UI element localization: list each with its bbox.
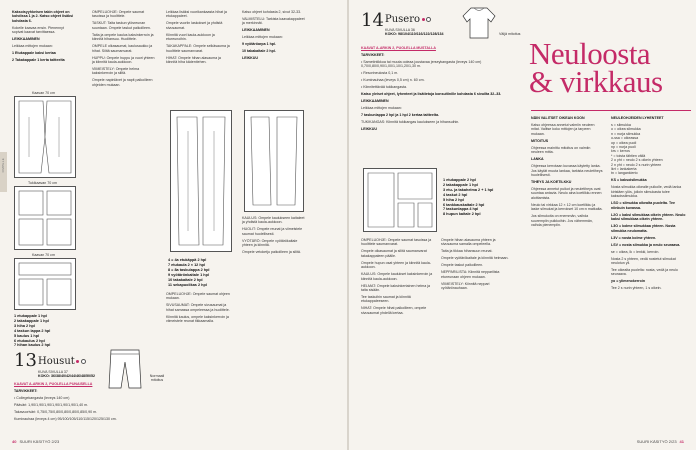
text-block: Katso ohjeessa annetut valmiin neuleen mitat. Valitse koko mittojen ja tarpeen mukaan. bbox=[531, 123, 595, 136]
piece-item: 4 taskut 2 hpl bbox=[443, 192, 468, 197]
fit-caption: Normaali mitoitus bbox=[149, 374, 165, 383]
pattern-diagram-waist bbox=[244, 110, 304, 212]
text-block: Ompele hupun osat yhteen ja kiinnitä kaula-aukkoon. bbox=[361, 260, 431, 270]
text-block: • Kuminauhaa (leveys 0,5 cm) n. 60 cm. bbox=[361, 78, 425, 83]
section-heading: KS = kaksoisilmukka bbox=[611, 178, 647, 183]
colour-dot bbox=[76, 360, 79, 363]
fit-caption: Väljä mitoitus bbox=[499, 32, 521, 36]
product-title: Pusero bbox=[385, 14, 431, 25]
text-block: Jos silmukoita on enemmän, vaihda suurempiin puikkoihin. Jos vähemmän, vaihda pienempiin. bbox=[531, 214, 593, 228]
text-block: OMPELUOHJE: Ompele saumat tasoissa ja huolittele. bbox=[92, 10, 145, 19]
text-block: 10 takakaitale 2 hpl. bbox=[242, 49, 276, 54]
piece-item: 8 = 8a taskulappa 2 hpl bbox=[168, 267, 210, 272]
right-sewing-col-1 bbox=[361, 238, 433, 318]
abbreviation-item: krs = kerros bbox=[611, 149, 630, 154]
text-block: Kaksoisyyhkeisen takin ohjeet on kohdissa 1 ja 2. Katso ohjeet lisäksi kohdasta 6. bbox=[12, 10, 74, 23]
text-block: Kokeile kaavaa ensin. Pienennyt sopivat kaavat tarvittaessa. bbox=[12, 25, 64, 35]
piece-item: 5 hiha 2 hpl bbox=[443, 197, 464, 202]
abbreviation-item: * = toista tähtien väliä bbox=[611, 153, 646, 158]
cutting-plan-2 bbox=[14, 186, 76, 250]
piece-list bbox=[443, 178, 513, 217]
left-col-3 bbox=[166, 10, 232, 67]
piece-item: 7 taskunlappa 4 hpl bbox=[443, 207, 479, 212]
text-block: LSV = nosta silmukka ja neulo seuraava. bbox=[611, 242, 681, 247]
section-heading: NÄIN VALITSET OIKEAN KOON bbox=[531, 116, 585, 120]
text-block: VALMISTELU: Tarkista kaavakappaleet ja merkinnät. bbox=[242, 17, 305, 26]
piece-item: 2 takakappale 1 hpl bbox=[14, 318, 49, 323]
piece-item: 5 kaulus 1 hpl bbox=[14, 333, 40, 338]
abbreviation-item: np = nurja puoli bbox=[611, 145, 636, 150]
text-block: se = oikea, lk = lenkki, kerroin. bbox=[611, 249, 660, 254]
text-block: Leikkaa mittojen mukaan: bbox=[12, 44, 53, 49]
product-number: 13 bbox=[14, 350, 37, 371]
piece-item: 7 etukaula 2 × 12 hpl bbox=[168, 262, 206, 267]
text-block: HUPPU: Ompele huppu ja vuori yhteen ja kiinnitä kaula-aukkoon. bbox=[92, 55, 155, 65]
text-block: Taita ja ompele kaulus kaksinkerroin ja kiinnitä hihansuu. Huolittele. bbox=[92, 32, 154, 42]
left-col-1 bbox=[12, 10, 74, 65]
pattern-diagram-trousers bbox=[170, 110, 232, 252]
pattern-diagram-drawing bbox=[364, 169, 436, 231]
text-block: NEPPARILISTA: Kiinnitä nepparilista etureunaan ohjeen mukaan. bbox=[441, 270, 500, 279]
abbreviation-item: lkrt = lankakerta bbox=[611, 167, 637, 172]
text-block: Neulo tai virkkaa 12 × 12 cm koetilkku ja laske silmukat ja kerrokset 10 cm:n matkalta. bbox=[531, 202, 603, 212]
piece-item: 1 etukappale 1 hpl bbox=[14, 314, 47, 318]
text-block: TASKUT: Taita taskun ylösreunan suuntaan. Ompele taskut paikoilleen. bbox=[92, 21, 151, 30]
magazine-title: SUURI KÄSITYÖ 2/23 bbox=[636, 439, 677, 444]
abbreviation-item: op = oikea puoli bbox=[611, 140, 637, 145]
sweater-icon bbox=[461, 6, 497, 40]
abbreviation-item: tn = langankierto bbox=[611, 171, 638, 176]
piece-item: 4 = 4a etukäppä 2 hpl bbox=[168, 258, 207, 262]
text-block: Ompele hihan alasauma yhteen ja sivusauma samalla ompeleella. bbox=[441, 238, 496, 247]
trousers-icon bbox=[105, 348, 145, 390]
text-block: TAKAKAPPALE: Ompele selkäsauma ja huolittele saumanvarat. bbox=[166, 44, 230, 53]
colour-dot bbox=[426, 17, 431, 22]
section-heading: NEULEOHJEIDEN LYHENTEET bbox=[611, 116, 664, 120]
text-block: 9 vyötäröarpa 1 hpl. bbox=[242, 42, 276, 47]
text-block: Kuminauhaa (leveys 4 cm) 95/100/105/110/115/120/125/130 cm. bbox=[14, 417, 117, 421]
text-block: SIVUSAUMAT: Ompele sivusaumat ja hihat samassa ompeleessa ja huolittele. bbox=[166, 303, 230, 312]
text-block: • Collegekangasta (leveys 140 cm) bbox=[14, 396, 70, 400]
text-block: LSO = silmukka oikealta puolelta. Tee niinkuin kuvassa. bbox=[611, 201, 675, 210]
text-block: L3V = nosta kolme yhteen. bbox=[611, 235, 657, 240]
piece-item: 3 hiha 2 hpl bbox=[14, 323, 35, 328]
left-col-4 bbox=[242, 10, 306, 63]
piece-item: 9 vyötärönkaitale 1 hpl bbox=[168, 272, 209, 277]
section-heading: TIHEYS JA KOETILKKU bbox=[531, 180, 572, 185]
section-heading: LEIKKUU bbox=[361, 127, 377, 132]
piece-item: 4 taskun lappa 2 hpl bbox=[14, 328, 51, 333]
text-block: OMPELE olkasaumat, kaulusaukko ja hihat. Silitä saumanvarat. bbox=[92, 44, 153, 53]
text-block: • Resorineulosta 0,1 m. bbox=[361, 71, 399, 76]
text-block: KAULUS: Ompele kaulukset kaksinkerroin ja kiinnitä kaula-aukkoon. bbox=[361, 272, 433, 281]
piece-item: 3 etu- ja takahelma 2 + 1 hpl bbox=[443, 187, 494, 192]
page-number: 40 bbox=[12, 439, 17, 444]
colour-dot bbox=[81, 359, 86, 364]
text-block: Ohjeessa kerrotaan kuvassa käytetty lanka. Jos käytät muuta lankaa, tarkista neuletiheys huolellisesti. bbox=[531, 164, 603, 178]
abbreviation-item: s = silmukka bbox=[611, 123, 631, 127]
text-block: Kiinnitä kaulus, ompele kaksinkerroin ja viimeistele reunat tikkaamalla. bbox=[166, 314, 229, 324]
piece-item: 8 hupun kaitale 2 hpl bbox=[443, 212, 481, 217]
text-block: Tee oikealta puolelta: nosta, vedä ja neulo seuraava. bbox=[611, 267, 678, 277]
cutting-plan-label: Kaavan 70 cm bbox=[32, 91, 55, 95]
divider bbox=[531, 110, 691, 111]
left-col-2 bbox=[92, 10, 156, 90]
section-heading: TARVIKKEET: bbox=[14, 389, 38, 393]
pattern-sheet-link[interactable]: KAAVAT A-ARKIN 2, PUOLELLA PUNAISELLA bbox=[14, 382, 93, 386]
right-sewing-col-2 bbox=[441, 238, 511, 293]
cutting-plan-3 bbox=[14, 258, 76, 310]
text-block: Katso yleiset ohjeet, lyhenteet ja lisätietoja konsultinille kohdasta 6 sivuilta 32–33. bbox=[361, 92, 502, 97]
cutting-plan-label: Kaavan 70 cm bbox=[32, 253, 55, 257]
text-block: VIIMEISTELY: Ompele helma kaksinkerroin ja silitä. bbox=[92, 67, 140, 76]
text-block: HELMAT: Ompele kaksinkertainen helma ja taita sisään. bbox=[361, 283, 431, 293]
text-block: Pääväri: 1,90/1,90/1,90/1,90/1,90/1,90/1,40 m. bbox=[14, 403, 89, 407]
text-block: Ompele taskut paikoilleen. bbox=[441, 263, 484, 268]
text-block: 2 Takakappale 1 kerta taitteelta bbox=[12, 58, 65, 63]
piece-item: 1 etukappale 2 hpl bbox=[443, 178, 476, 182]
left-col-4b bbox=[242, 216, 306, 257]
text-block: Leikkaa lisäksi vuorikankaasta hihat ja etukappaleet. bbox=[166, 10, 227, 19]
cutting-plan-1-drawing bbox=[15, 97, 75, 177]
product-number: 14 bbox=[361, 10, 384, 31]
product-title: Housut bbox=[38, 356, 86, 367]
piece-item: 2 takakappale 1 hpl bbox=[443, 182, 478, 187]
cutting-plan-1 bbox=[14, 96, 76, 178]
text-block: TUKIKANGAS: Kiinnitä tukikangas kaulukseen ja hihansuihin. bbox=[361, 120, 460, 125]
text-block: Tee taskuihin saumat ja kiinnitä etukappaleeseen. bbox=[361, 295, 411, 304]
section-heading: MITOITUS bbox=[531, 138, 549, 143]
text-block: Taita ja tikkaa hihansuun reunat. bbox=[441, 249, 493, 254]
magazine-title: SUURI KÄSITYÖ 2/23 bbox=[19, 439, 60, 444]
product-sizes: KOKO: 36/38/40/42/44/46/48/50/52 bbox=[38, 374, 95, 379]
text-block: VYÖTÄRÖ: Ompele vyötärökaitale yhteen ja kiinnitä. bbox=[242, 238, 298, 248]
piece-item: 10 takakaitale 2 hpl bbox=[168, 277, 203, 282]
knitting-col-b bbox=[611, 116, 689, 293]
text-block: Ompele vetoketju paikoilleen ja silitä. bbox=[242, 250, 301, 255]
abbreviation-item: 2 o yht = neulo 2 s oikein yhteen bbox=[611, 158, 663, 163]
product-sizes: KOKO: 98/104/110/116/122/128/134 bbox=[385, 32, 444, 37]
section-title bbox=[529, 36, 693, 99]
page-folio bbox=[637, 439, 684, 444]
text-block: KAULUS: Ompele kaulukseen kaitaleet ja yhdistä kaula-aukkoon. bbox=[242, 216, 305, 225]
piece-list bbox=[14, 314, 78, 348]
abbreviation-item: 2 n yht = neulo 2 s nurin yhteen bbox=[611, 162, 662, 167]
right-page bbox=[349, 0, 696, 450]
text-block: Nosta silmukka oikealle puikolle, vedä lanka kiristäen ylös, jolloin silmukasta tulee kaksoissilmukka. bbox=[611, 185, 682, 199]
text-block: Leikkaa mittojen mukaan: bbox=[361, 106, 402, 111]
cutting-plan-2-drawing bbox=[15, 187, 75, 249]
text-block: Nosta 2 s yhteen, vedä nostetut silmukat neulotun yli. bbox=[611, 256, 676, 265]
left-col-3b bbox=[166, 292, 232, 326]
text-block: Tee 2 s nurin yhteen, 1 s oikein. bbox=[611, 286, 662, 291]
page-folio bbox=[12, 439, 59, 444]
piece-item: 6 tankkauskaitale 2 hpl bbox=[443, 202, 485, 207]
pattern-sheet-link[interactable]: KAAVAT A-ARKIN 2, PUOLELLA MUSTALLA bbox=[361, 46, 436, 50]
text-block: • Sametintikkoa tai muuta ooleaa joustavaa jerseykangasta (leveys 140 cm) 0,70/0,80/0,90/1,00/1,10/1,20/1,30 m. bbox=[361, 60, 482, 69]
product-page-ref: KUVA SIVULLA 37 bbox=[38, 370, 68, 374]
section-title-line: Neuloosta bbox=[529, 36, 651, 71]
piece-list bbox=[168, 258, 234, 287]
left-page bbox=[0, 0, 347, 450]
page-number: 41 bbox=[679, 439, 684, 444]
abbreviation-item: n = nurja silmukka bbox=[611, 131, 641, 136]
pattern-diagram-drawing bbox=[171, 111, 231, 251]
text-block: HUOLIT: Ompele reunat ja viimeistele saumat huolellisesti. bbox=[242, 227, 303, 236]
piece-item: 6 etukaulus 2 hpl bbox=[14, 338, 45, 343]
section-heading: LEIKKAAMINEN bbox=[361, 99, 389, 104]
text-block: HIHAT: Ompele hihan alasauma ja kiinnitä hiha kädentiehen. bbox=[166, 55, 221, 65]
knitting-col-a bbox=[531, 116, 603, 230]
text-block: Katso ohjeet kohdasta 2, sivut 32-33. bbox=[242, 10, 302, 14]
side-tab-label: OMPELE bbox=[1, 158, 5, 173]
text-block: Kiinnitä vuori kaula-aukkoon ja etureunoihin. bbox=[166, 32, 215, 42]
text-block: Ompele vyötärökaitale ja kiinnitä helmaan. bbox=[441, 256, 509, 261]
abbreviation-item: o = oikea silmukka bbox=[611, 127, 641, 132]
text-block: Ompele olkasaumat ja silitä saumanvarat takakappaleen päälle. bbox=[361, 249, 427, 258]
text-block: OMPELUOHJE: Ompele saumat ohjeen mukaan. bbox=[166, 292, 230, 301]
piece-item: 11 sekapuolikas 2 hpl bbox=[168, 282, 207, 287]
cutting-plan-label: Tukikaavan 70 cm bbox=[28, 181, 58, 185]
product-page-ref: KUVA SIVULLA 36 bbox=[385, 28, 415, 32]
section-heading: LEIKKUU bbox=[242, 56, 258, 61]
text-block: Takavuoriväri: 0,75/0,75/0,80/0,80/0,80/0,85/0,90 m. bbox=[14, 410, 98, 414]
abbreviation-item: o-ssa = oikeassa bbox=[611, 136, 639, 141]
section-heading: LEIKKAAMINEN bbox=[12, 37, 40, 42]
cutting-plan-3-drawing bbox=[15, 259, 75, 309]
text-block: Ohjeessa mainittu mitoitus on valmiin neuleen mitta. bbox=[531, 145, 591, 155]
text-block: Ompele vuoriin laskokset ja yhdistä sivusaumat. bbox=[166, 21, 223, 30]
text-block: Ohjeessa annetut puikot ja neuletiheys ovat suuntaa antavia. Neulo aina koetilkku ennen aloittamista. bbox=[531, 187, 602, 200]
pattern-diagram-sweater bbox=[363, 168, 437, 232]
text-block: yo = ylimenokerroin bbox=[611, 279, 646, 284]
product-14-details bbox=[361, 46, 509, 134]
section-heading: LANKA bbox=[531, 157, 544, 162]
text-block: L3O = kolme silmukkaa yhteen. Nosta silmukka neulomatta. bbox=[611, 224, 676, 233]
text-block: VIIMEISTELY: Kiinnitä neppari vyötärönauhaan. bbox=[441, 281, 490, 291]
section-heading: LEIKKAAMINEN bbox=[242, 28, 270, 33]
piece-item: 7 hihan kaulus 2 hpl bbox=[14, 343, 51, 348]
text-block: • Kiinnitettävää tukikangasta. bbox=[361, 85, 408, 90]
section-heading: TARVIKKEET: bbox=[361, 53, 385, 57]
text-block: 7 taskunlappa 2 hpl ja 1 hpl 2 kertaa taitteelta. bbox=[361, 113, 440, 118]
text-block: Leikkaa mittojen mukaan: bbox=[242, 35, 283, 40]
section-title-line: & virkkaus bbox=[529, 64, 663, 99]
text-block: NIHAT: Ompele hihat paikoilleen, ompele sivusaumat yhdellä kertaa. bbox=[361, 306, 427, 315]
pattern-diagram-drawing bbox=[245, 111, 303, 211]
text-block: L2O = kaksi silmukkaa oikein yhteen. Neulo kaksi silmukkaa oikein yhteen. bbox=[611, 212, 686, 222]
text-block: Ompele napinlävet ja napit paikoilleen ohjeiden mukaan. bbox=[92, 78, 153, 87]
colour-dot bbox=[422, 18, 425, 21]
text-block: 1 Etukappale kaksi kertaa bbox=[12, 51, 56, 56]
text-block: OMPELUOHJE: Ompele saumat tasoissa ja huolittele saumanvarat. bbox=[361, 238, 432, 247]
section-side-tab bbox=[0, 152, 7, 192]
